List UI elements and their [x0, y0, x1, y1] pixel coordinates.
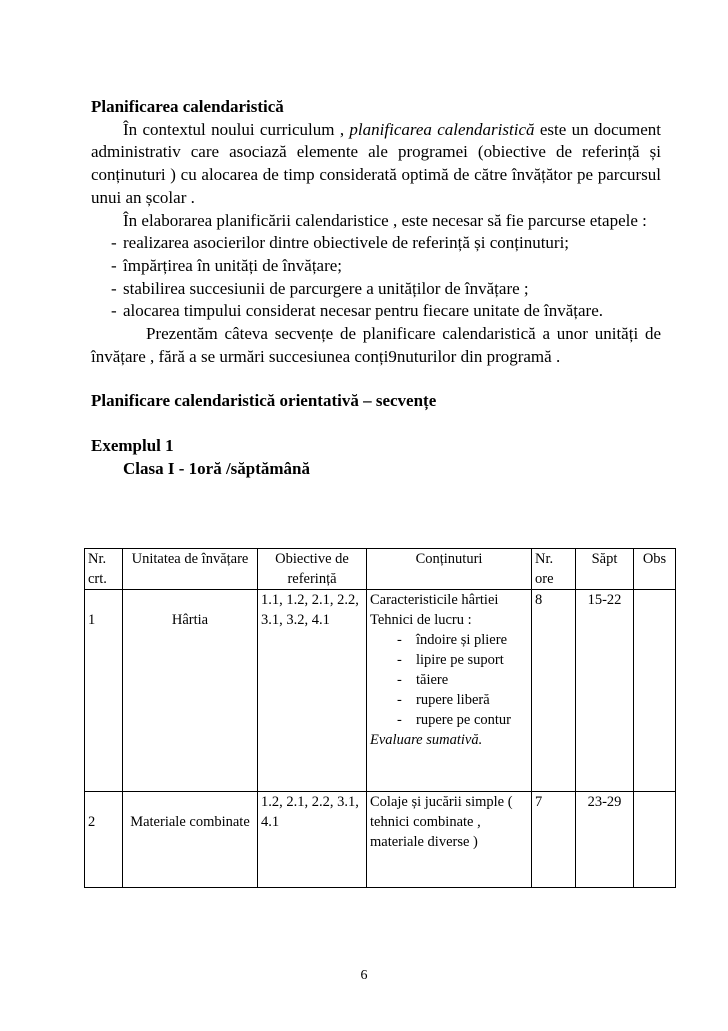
section-heading-2: Planificare calendaristică orientativă – secvențe [91, 391, 437, 411]
evaluation-note: Evaluare sumativă. [370, 732, 483, 748]
intro-paragraph [91, 119, 661, 210]
col-header-nr: Nr. crt. [85, 549, 123, 590]
list-item: - stabilirea succesiunii de parcurgere a unităților de învățare ; [111, 278, 529, 298]
list-item: - îndoire și pliere [397, 632, 508, 648]
cell-objectives: 1.1, 1.2, 2.1, 2.2, 3.1, 3.2, 4.1 [258, 590, 367, 792]
col-header-obs: Obs [634, 549, 676, 590]
cell-content [367, 590, 532, 792]
intro-text: În contextul noului curriculum , [123, 119, 350, 139]
table-row [85, 792, 676, 888]
col-header-objectives: Obiective de referință [258, 549, 367, 590]
list-item: - realizarea asocierilor dintre obiectivele de referință și conținuturi; [111, 233, 570, 253]
list-item: - rupere pe contur [397, 712, 512, 728]
list-item: - rupere liberă [397, 692, 490, 708]
cell-content: Colaje și jucării simple ( tehnici combinate , materiale diverse ) [367, 792, 532, 888]
stages-paragraph: În elaborarea planificării calendaristice , este necesar să fie parcurse etapele : [123, 210, 647, 230]
document-body [91, 96, 661, 481]
list-item: - lipire pe suport [397, 652, 504, 668]
cell-week: 23-29 [576, 792, 634, 888]
cell-obs [634, 792, 676, 888]
col-header-content: Conținuturi [367, 549, 532, 590]
cell-objectives: 1.2, 2.1, 2.2, 3.1, 4.1 [258, 792, 367, 888]
list-item: - alocarea timpului considerat necesar pentru fiecare unitate de învățare. [111, 301, 604, 321]
planning-table [84, 548, 676, 888]
list-item: - împărțirea în unități de învățare; [111, 255, 343, 275]
content-line: Caracteristicile hârtiei [370, 592, 499, 608]
cell-unit: Materiale combinate [123, 792, 258, 888]
cell-nr: 1 [85, 590, 123, 792]
cell-unit: Hârtia [123, 590, 258, 792]
col-header-week: Săpt [576, 549, 634, 590]
content-line: Tehnici de lucru : [370, 612, 472, 628]
technique-list [370, 630, 528, 730]
cell-nr: 2 [85, 792, 123, 888]
example-title: Exemplul 1 [91, 436, 174, 456]
class-line: Clasa I - 1oră /săptămână [123, 458, 311, 478]
table-row [85, 590, 676, 792]
table-header-row [85, 549, 676, 590]
intro-emphasis: planificarea calendaristică [349, 119, 535, 139]
list-item: - tăiere [397, 672, 449, 688]
cell-week: 15-22 [576, 590, 634, 792]
intro-text-cont: este un document administrativ care asociază elemente ale programei (obiective de referință și conținuturi ) cu alocarea de timp considerată optimă de către învățător pe parcursul unui an școlar . [91, 119, 661, 207]
cell-hours: 7 [532, 792, 576, 888]
cell-hours: 8 [532, 590, 576, 792]
page-number: 6 [360, 968, 368, 983]
section-heading: Planificarea calendaristică [91, 97, 284, 116]
presentation-paragraph: Prezentăm câteva secvențe de planificare calendaristică a unor unități de învățare , fără a se urmări succesiunea conți9nuturilor din programă . [91, 324, 661, 366]
col-header-hours: Nr. ore [532, 549, 576, 590]
stages-list [91, 232, 661, 323]
col-header-unit: Unitatea de învățare [123, 549, 258, 590]
cell-obs [634, 590, 676, 792]
